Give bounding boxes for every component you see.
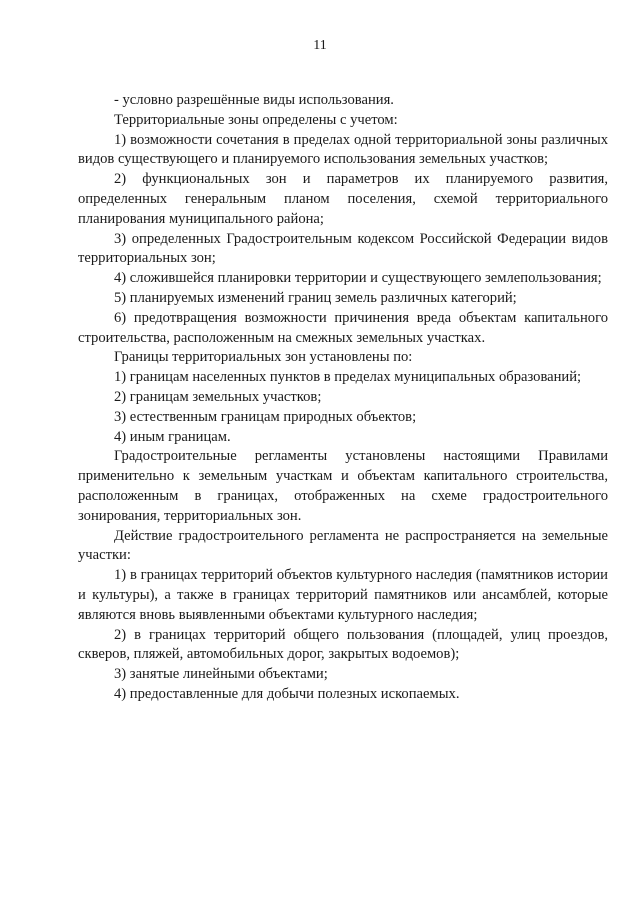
- paragraph: 1) в границах территорий объектов культурного наследия (памятников истории и культуры), а также в границах территорий памятников или ансамблей, которые являются вновь выявленными объектами культурного наследия;: [78, 567, 608, 623]
- page-number: 11: [313, 38, 327, 53]
- paragraph: 4) предоставленные для добычи полезных ископаемых.: [114, 685, 460, 702]
- paragraph: 1) границам населенных пунктов в пределах муниципальных образований;: [114, 369, 582, 386]
- paragraph: 3) занятые линейными объектами;: [114, 666, 328, 683]
- paragraph: 4) сложившейся планировки территории и существующего землепользования;: [114, 270, 602, 287]
- paragraph: - условно разрешённые виды использования.: [114, 92, 394, 108]
- paragraph: 6) предотвращения возможности причинения вреда объектам капитального строительства, расположенным на смежных земельных участках.: [78, 309, 608, 346]
- paragraph: Территориальные зоны определены с учетом:: [114, 111, 398, 128]
- paragraph: 2) функциональных зон и параметров их планируемого развития, определенных генеральным планом поселения, схемой территориального планирования муниципального района;: [78, 171, 608, 227]
- paragraph: 4) иным границам.: [114, 428, 231, 445]
- paragraph: 5) планируемых изменений границ земель различных категорий;: [114, 289, 517, 306]
- paragraph: 2) в границах территорий общего пользования (площадей, улиц проездов, скверов, пляжей, автомобильных дорог, закрытых водоемов);: [78, 626, 608, 663]
- paragraph: 3) естественным границам природных объектов;: [114, 408, 417, 425]
- document-body: [78, 91, 608, 705]
- paragraph: 1) возможности сочетания в пределах одной территориальной зоны различных видов существующего и планируемого использования земельных участков;: [78, 131, 608, 168]
- paragraph: Границы территориальных зон установлены по:: [114, 349, 413, 366]
- paragraph: 3) определенных Градостроительным кодексом Российской Федерации видов территориальных зон;: [78, 230, 608, 267]
- paragraph: 2) границам земельных участков;: [114, 388, 322, 405]
- paragraph: Действие градостроительного регламента не распространяется на земельные участки:: [78, 527, 608, 564]
- paragraph: Градостроительные регламенты установлены настоящими Правилами применительно к земельным участкам и объектам капитального строительства, расположенным в границах, отображенных на схеме градостроительного зонирования, территориальных зон.: [78, 448, 608, 524]
